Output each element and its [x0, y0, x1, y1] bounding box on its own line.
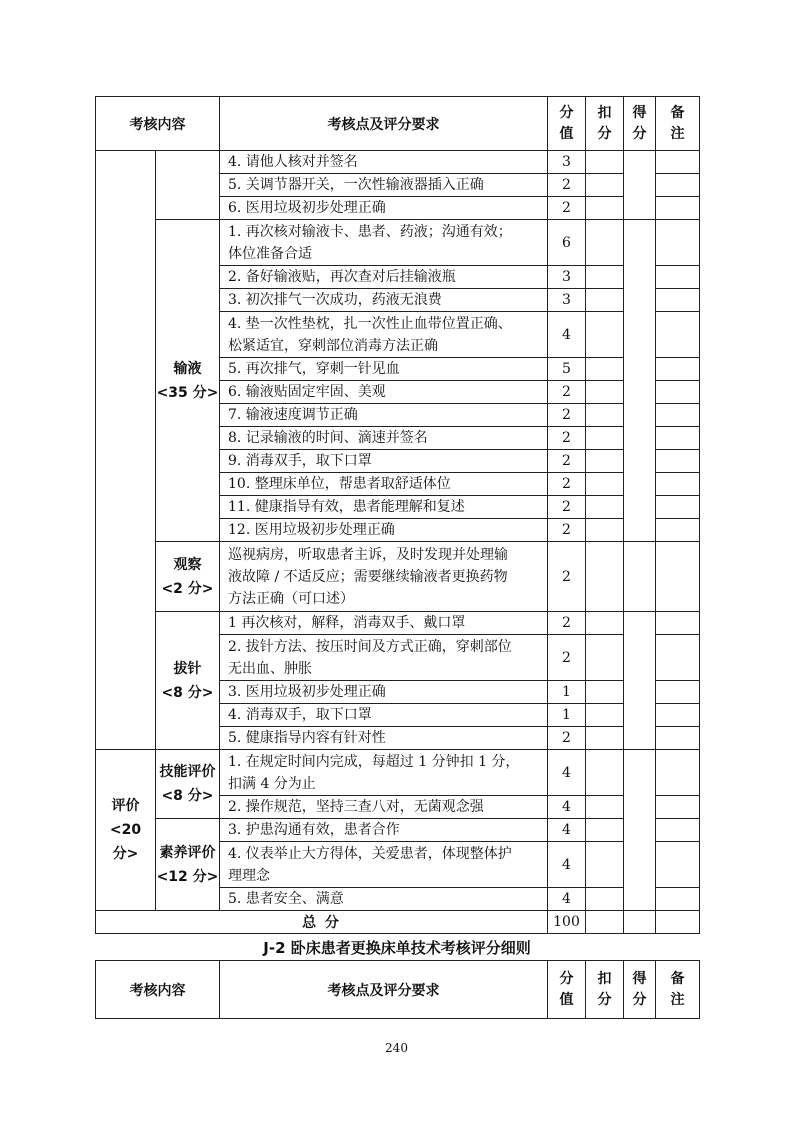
item-text: 4. 请他人核对并签名: [220, 151, 548, 174]
deduct-cell: [586, 519, 624, 542]
item-score: 2: [548, 427, 586, 450]
deduct-cell: [586, 704, 624, 727]
section-skill: 技能评价 <8 分>: [156, 750, 220, 819]
table-row: [96, 151, 700, 174]
note-cell: [656, 427, 700, 450]
item-text: 6. 医用垃圾初步处理正确: [220, 197, 548, 220]
item-text: 巡视病房，听取患者主诉，及时发现并处理输 液故障 / 不适反应；需要继续输液者更换药物 方法正确（可口述）: [220, 542, 548, 612]
item-score: 3: [548, 266, 586, 289]
item-text: 1 再次核对，解释，消毒双手、戴口罩: [220, 612, 548, 635]
deduct-cell: [586, 612, 624, 635]
note-cell: [656, 289, 700, 312]
section-infusion: 输液 <35 分>: [156, 220, 220, 542]
item-text: 1. 再次核对输液卡、患者、药液；沟通有效； 体位准备合适: [220, 220, 548, 266]
table-header-row: [96, 961, 700, 1019]
item-text: 2. 操作规范，坚持三查八对，无菌观念强: [220, 796, 548, 819]
header-deduct: 扣 分: [586, 961, 624, 1019]
item-score: 4: [548, 796, 586, 819]
item-text: 10. 整理床单位，帮患者取舒适体位: [220, 473, 548, 496]
section-observe: 观察 <2 分>: [156, 542, 220, 612]
note-cell: [656, 750, 700, 796]
item-score: 3: [548, 151, 586, 174]
item-text: 7. 输液速度调节正确: [220, 404, 548, 427]
deduct-cell: [586, 473, 624, 496]
deduct-cell: [586, 151, 624, 174]
item-score: 5: [548, 358, 586, 381]
gain-cell: [624, 220, 656, 542]
header-content: 考核内容: [96, 961, 220, 1019]
header-deduct: 扣 分: [586, 97, 624, 151]
total-score: 100: [548, 911, 586, 934]
note-cell: [656, 635, 700, 681]
item-score: 2: [548, 519, 586, 542]
item-text: 1. 在规定时间内完成，每超过 1 分钟扣 1 分， 扣满 4 分为止: [220, 750, 548, 796]
deduct-cell: [586, 496, 624, 519]
note-cell: [656, 174, 700, 197]
item-score: 1: [548, 704, 586, 727]
deduct-cell: [586, 427, 624, 450]
item-text: 5. 关调节器开关，一次性输液器插入正确: [220, 174, 548, 197]
item-text: 4. 仪表举止大方得体，关爱患者，体现整体护 理理念: [220, 842, 548, 888]
deduct-cell: [586, 819, 624, 842]
header-note: 备 注: [656, 97, 700, 151]
header-content: 考核内容: [96, 97, 220, 151]
note-cell: [656, 796, 700, 819]
deduct-cell: [586, 197, 624, 220]
deduct-cell: [586, 266, 624, 289]
item-score: 2: [548, 174, 586, 197]
item-text: 5. 再次排气，穿刺一针见血: [220, 358, 548, 381]
item-text: 12. 医用垃圾初步处理正确: [220, 519, 548, 542]
item-text: 3. 初次排气一次成功，药液无浪费: [220, 289, 548, 312]
note-cell: [656, 888, 700, 911]
note-cell: [656, 312, 700, 358]
section-evaluation: 评价<20 分>: [96, 750, 156, 911]
gain-cell: [624, 542, 656, 612]
item-score: 4: [548, 842, 586, 888]
deduct-cell: [586, 911, 624, 934]
note-cell: [656, 197, 700, 220]
item-text: 3. 护患沟通有效，患者合作: [220, 819, 548, 842]
note-cell: [656, 151, 700, 174]
left-blank-cell: [96, 151, 156, 750]
item-score: 4: [548, 312, 586, 358]
table-row: [96, 542, 700, 612]
next-scoring-table: [95, 960, 700, 1019]
item-text: 4. 消毒双手，取下口罩: [220, 704, 548, 727]
item-score: 2: [548, 542, 586, 612]
header-score: 分 值: [548, 97, 586, 151]
gain-cell: [624, 750, 656, 911]
item-score: 6: [548, 220, 586, 266]
scoring-table: [95, 96, 700, 934]
item-text: 6. 输液贴固定牢固、美观: [220, 381, 548, 404]
note-cell: [656, 612, 700, 635]
item-score: 3: [548, 289, 586, 312]
header-points: 考核点及评分要求: [220, 97, 548, 151]
item-text: 2. 拔针方法、按压时间及方式正确，穿刺部位 无出血、肿胀: [220, 635, 548, 681]
item-text: 9. 消毒双手，取下口罩: [220, 450, 548, 473]
deduct-cell: [586, 450, 624, 473]
item-text: 2. 备好输液贴，再次查对后挂输液瓶: [220, 266, 548, 289]
note-cell: [656, 819, 700, 842]
item-score: 2: [548, 381, 586, 404]
item-score: 2: [548, 450, 586, 473]
item-text: 5. 患者安全、满意: [220, 888, 548, 911]
table-row: [96, 819, 700, 842]
table-row: [96, 220, 700, 266]
item-score: 1: [548, 681, 586, 704]
section-remove: 拔针 <8 分>: [156, 612, 220, 750]
header-gain: 得 分: [624, 97, 656, 151]
item-score: 2: [548, 404, 586, 427]
note-cell: [656, 496, 700, 519]
header-note: 备 注: [656, 961, 700, 1019]
deduct-cell: [586, 174, 624, 197]
page-number: 240: [385, 1041, 408, 1055]
item-score: 2: [548, 197, 586, 220]
note-cell: [656, 404, 700, 427]
table-row: [96, 750, 700, 796]
item-score: 2: [548, 473, 586, 496]
prev-section-cell: [156, 151, 220, 220]
item-score: 4: [548, 888, 586, 911]
note-cell: [656, 681, 700, 704]
total-row: [96, 911, 700, 934]
deduct-cell: [586, 888, 624, 911]
note-cell: [656, 450, 700, 473]
item-score: 4: [548, 819, 586, 842]
deduct-cell: [586, 220, 624, 266]
deduct-cell: [586, 404, 624, 427]
item-text: 3. 医用垃圾初步处理正确: [220, 681, 548, 704]
item-text: 5. 健康指导内容有针对性: [220, 727, 548, 750]
header-gain: 得 分: [624, 961, 656, 1019]
deduct-cell: [586, 542, 624, 612]
deduct-cell: [586, 312, 624, 358]
note-cell: [656, 542, 700, 612]
header-points: 考核点及评分要求: [220, 961, 548, 1019]
gain-cell: [624, 612, 656, 750]
header-score: 分 值: [548, 961, 586, 1019]
gain-cell: [624, 911, 656, 934]
deduct-cell: [586, 727, 624, 750]
item-score: 2: [548, 727, 586, 750]
total-label: 总 分: [96, 911, 548, 934]
note-cell: [656, 842, 700, 888]
gain-cell: [624, 151, 656, 220]
note-cell: [656, 266, 700, 289]
item-text: 4. 垫一次性垫枕，扎一次性止血带位置正确、 松紧适宜，穿刺部位消毒方法正确: [220, 312, 548, 358]
note-cell: [656, 473, 700, 496]
note-cell: [656, 358, 700, 381]
note-cell: [656, 519, 700, 542]
item-text: 8. 记录输液的时间、滴速并签名: [220, 427, 548, 450]
note-cell: [656, 220, 700, 266]
item-score: 2: [548, 635, 586, 681]
deduct-cell: [586, 750, 624, 796]
item-text: 11. 健康指导有效，患者能理解和复述: [220, 496, 548, 519]
item-score: 2: [548, 612, 586, 635]
deduct-cell: [586, 796, 624, 819]
deduct-cell: [586, 358, 624, 381]
note-cell: [656, 381, 700, 404]
table-header-row: [96, 97, 700, 151]
section-quality: 素养评价 <12 分>: [156, 819, 220, 911]
deduct-cell: [586, 635, 624, 681]
item-score: 4: [548, 750, 586, 796]
deduct-cell: [586, 289, 624, 312]
deduct-cell: [586, 842, 624, 888]
deduct-cell: [586, 681, 624, 704]
note-cell: [656, 727, 700, 750]
deduct-cell: [586, 381, 624, 404]
note-cell: [656, 911, 700, 934]
item-score: 2: [548, 496, 586, 519]
note-cell: [656, 704, 700, 727]
table-row: [96, 612, 700, 635]
next-section-title: J-2 卧床患者更换床单技术考核评分细则: [263, 939, 531, 957]
